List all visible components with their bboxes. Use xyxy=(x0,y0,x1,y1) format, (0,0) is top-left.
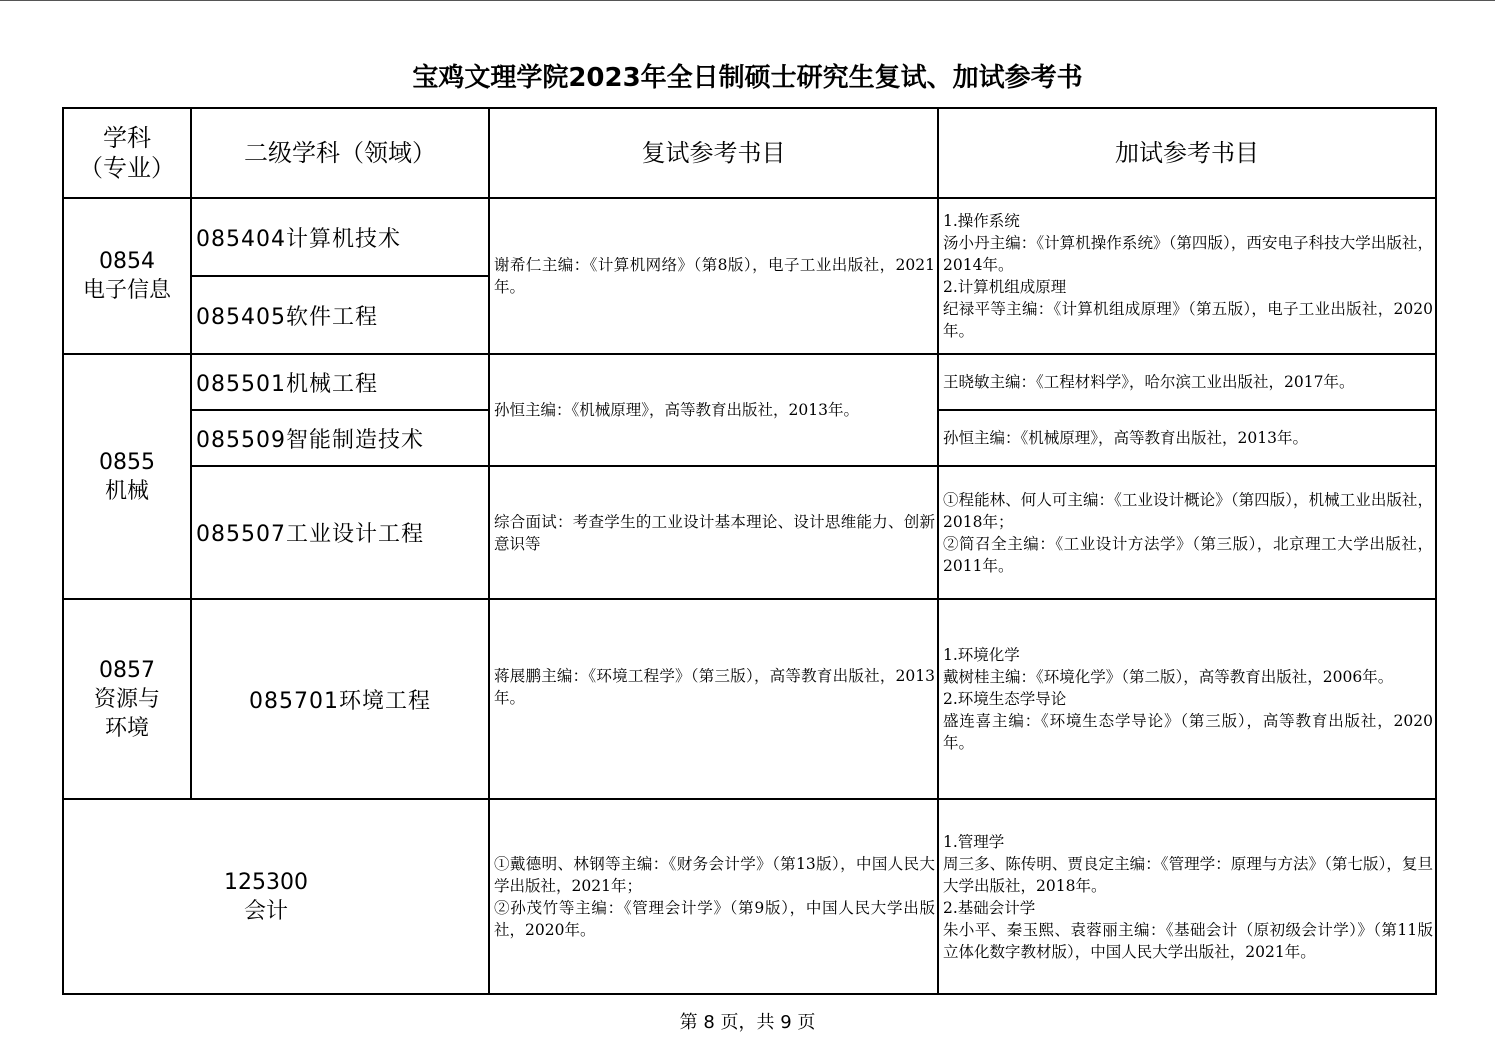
top-rule xyxy=(0,0,1495,1)
subject-code: 125300 xyxy=(224,869,308,895)
reference-book-table xyxy=(62,107,1437,995)
book-line: 2.基础会计学 xyxy=(943,898,1036,917)
subject-0855 xyxy=(63,354,191,599)
secondary-085404: 085404计算机技术 xyxy=(191,198,489,276)
subject-0857 xyxy=(63,599,191,799)
book-line: 盛连喜主编：《环境生态学导论》（第三版），高等教育出版社，2020年。 xyxy=(943,712,1433,752)
subject-code: 0855 xyxy=(99,449,155,475)
table-row xyxy=(63,354,1436,410)
subject-name: 机械 xyxy=(104,478,149,504)
header-subject xyxy=(63,108,191,198)
subject-name-line1: 资源与 xyxy=(93,686,160,712)
secondary-085701: 085701环境工程 xyxy=(191,599,489,799)
book-line: 汤小丹主编：《计算机操作系统》（第四版），西安电子科技大学出版社，2014年。 xyxy=(943,234,1433,274)
header-retest: 复试参考书目 xyxy=(489,108,938,198)
retest-books-125300 xyxy=(489,799,938,994)
extra-books-0857 xyxy=(938,599,1436,799)
book-line: 戴树桂主编：《环境化学》（第二版），高等教育出版社，2006年。 xyxy=(943,668,1394,686)
secondary-085509: 085509智能制造技术 xyxy=(191,410,489,466)
subject-0854 xyxy=(63,198,191,354)
subject-code: 0854 xyxy=(99,249,155,274)
page-title: 宝鸡文理学院2023年全日制硕士研究生复试、加试参考书 xyxy=(412,63,1083,93)
retest-books-085501-085509: 孙恒主编：《机械原理》，高等教育出版社，2013年。 xyxy=(489,354,938,466)
table-row xyxy=(63,799,1436,994)
book-line: 2.计算机组成原理 xyxy=(943,278,1067,296)
secondary-085507: 085507工业设计工程 xyxy=(191,466,489,599)
book-line: 1.管理学 xyxy=(943,832,1005,851)
extra-books-0854 xyxy=(938,198,1436,354)
book-line: 2.环境生态学导论 xyxy=(943,690,1067,708)
header-extra: 加试参考书目 xyxy=(938,108,1436,198)
retest-books-0854: 谢希仁主编：《计算机网络》（第8版），电子工业出版社，2021年。 xyxy=(489,198,938,354)
header-subject-line2: （专业） xyxy=(79,154,175,182)
table-row xyxy=(63,198,1436,276)
subject-name-line2: 环境 xyxy=(104,715,149,741)
book-line: ②简召全主编：《工业设计方法学》（第三版），北京理工大学出版社，2011年。 xyxy=(943,534,1433,575)
page-number-footer: 第 8 页，共 9 页 xyxy=(679,1012,816,1033)
extra-books-125300 xyxy=(938,799,1436,994)
retest-books-0857: 蒋展鹏主编：《环境工程学》（第三版），高等教育出版社，2013年。 xyxy=(489,599,938,799)
book-line: ②孙茂竹等主编：《管理会计学》（第9版），中国人民大学出版社，2020年。 xyxy=(494,898,935,939)
subject-name: 电子信息 xyxy=(82,278,171,303)
extra-books-085507 xyxy=(938,466,1436,599)
book-line: ①程能林、何人可主编：《工业设计概论》（第四版），机械工业出版社，2018年； xyxy=(943,490,1433,531)
subject-code: 0857 xyxy=(99,657,155,683)
table-header-row xyxy=(63,108,1436,198)
header-subject-line1: 学科 xyxy=(103,124,151,152)
subject-name: 会计 xyxy=(243,898,288,924)
retest-books-085507: 综合面试：考查学生的工业设计基本理论、设计思维能力、创新意识等 xyxy=(489,466,938,599)
secondary-085501: 085501机械工程 xyxy=(191,354,489,410)
secondary-085405: 085405软件工程 xyxy=(191,276,489,354)
book-line: ①戴德明、林钢等主编：《财务会计学》（第13版），中国人民大学出版社，2021年； xyxy=(494,854,935,895)
book-line: 1.操作系统 xyxy=(943,212,1020,230)
extra-books-085501: 王晓敏主编：《工程材料学》，哈尔滨工业出版社，2017年。 xyxy=(938,354,1436,410)
book-line: 1.环境化学 xyxy=(943,646,1020,664)
book-line: 纪禄平等主编：《计算机组成原理》（第五版），电子工业出版社，2020年。 xyxy=(943,300,1433,340)
book-line: 朱小平、秦玉熙、袁蓉丽主编：《基础会计（原初级会计学）》（第11版立体化数字教材版），中国人民大学出版社，2021年。 xyxy=(943,920,1433,961)
table-row xyxy=(63,599,1436,799)
subject-125300 xyxy=(63,799,489,994)
extra-books-085509: 孙恒主编：《机械原理》，高等教育出版社，2013年。 xyxy=(938,410,1436,466)
book-line: 周三多、陈传明、贾良定主编：《管理学：原理与方法》（第七版），复旦大学出版社，2018年。 xyxy=(943,854,1433,895)
header-secondary: 二级学科（领域） xyxy=(191,108,489,198)
table-row xyxy=(63,466,1436,599)
